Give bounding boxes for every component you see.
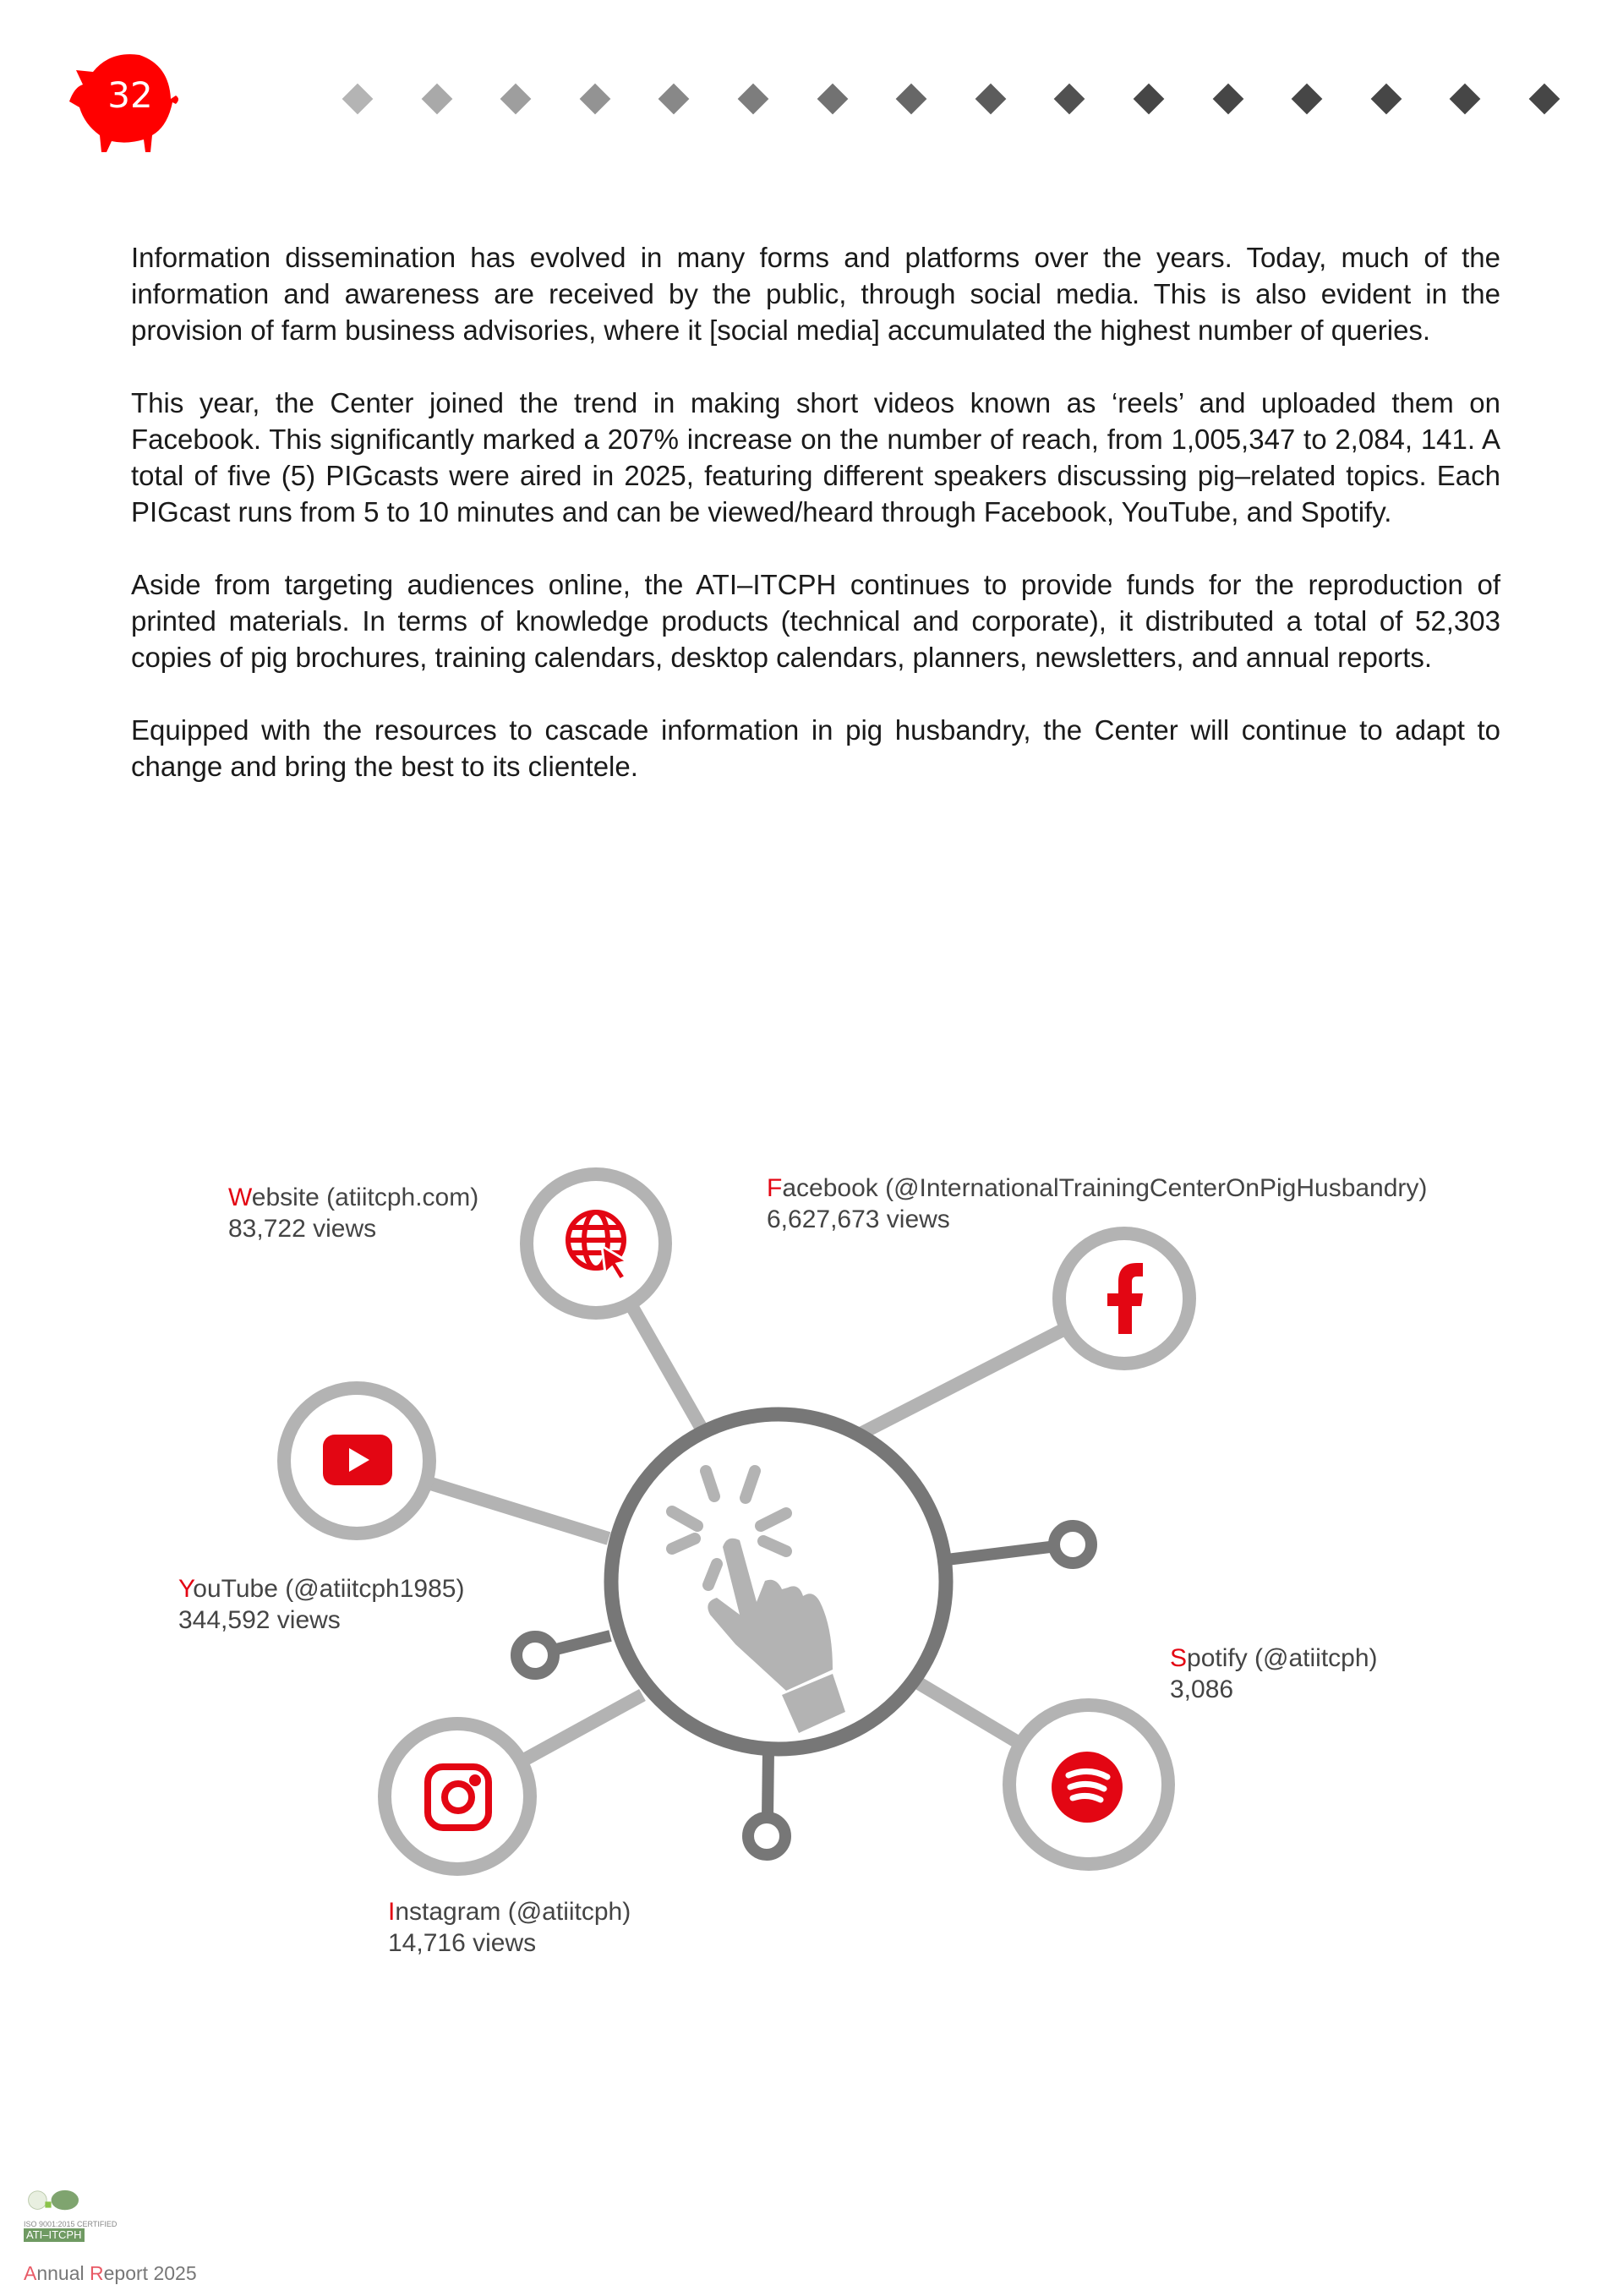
instagram-label <box>388 1896 631 1959</box>
paragraph: Aside from targeting audiences online, the ATI–ITCPH continues to provide funds for the reproduction of printed materials. In terms of knowledge products (technical and corporate), it distributed a total of 52,303 copies of pig brochures, training calendars, desktop calendars, planners, newsletters, and annual reports. <box>131 569 1500 673</box>
paragraph: This year, the Center joined the trend in making short videos known as ‘reels’ and uploaded them on Facebook. This significantly marked a 207% increase on the number of reach, from 1,005,347 to 2,084, 141. A total of five (5) PIGcasts were aired in 2025, featuring different speakers discussing pig–related topics. Each PIGcast runs from 5 to 10 minutes and can be viewed/heard through Facebook, YouTube, and Spotify. <box>131 387 1500 528</box>
label-initial: F <box>767 1174 783 1202</box>
diamond-icon <box>500 84 532 115</box>
diamond-icon <box>1134 84 1165 115</box>
paragraph: Information dissemination has evolved in many forms and platforms over the years. Today, much of the information and awareness are received by the public, through social media. This is also evident in the provision of farm business advisories, where it [social media] accumulated the highest number of queries. <box>131 242 1500 346</box>
spotify-label <box>1170 1643 1378 1705</box>
label-initial: I <box>388 1898 396 1926</box>
diamond-icon <box>1450 84 1481 115</box>
youtube-icon <box>323 1435 392 1485</box>
youtube-label <box>178 1573 464 1636</box>
diamond-icon <box>1054 84 1085 115</box>
channel-name: acebook (@InternationalTrainingCenterOnPigHusbandry) <box>782 1174 1428 1202</box>
view-count: 83,722 views <box>228 1215 377 1243</box>
view-count: 3,086 <box>1170 1676 1234 1703</box>
logo-seals-icon <box>24 2189 88 2220</box>
small-node <box>748 1818 785 1855</box>
diamond-icon <box>817 84 848 115</box>
report-initial: A <box>24 2262 37 2284</box>
report-initial: R <box>90 2262 104 2284</box>
center-hub <box>611 1414 946 1749</box>
decorative-diamond-row <box>347 83 1555 117</box>
channel-name: nstagram (@atiitcph) <box>395 1898 631 1926</box>
view-count: 14,716 views <box>388 1929 537 1957</box>
website-node <box>527 1174 665 1313</box>
facebook-label <box>767 1173 1427 1235</box>
spotify-icon <box>1052 1752 1123 1823</box>
iso-certification: ISO 9001:2015 CERTIFIED <box>24 2220 117 2228</box>
diamond-icon <box>1529 84 1560 115</box>
label-initial: Y <box>178 1575 194 1603</box>
diamond-icon <box>896 84 927 115</box>
diamond-icon <box>975 84 1006 115</box>
label-initial: W <box>228 1184 252 1211</box>
ati-itcph-logo <box>24 2189 117 2244</box>
diamond-icon <box>658 84 690 115</box>
view-count: 344,592 views <box>178 1606 341 1634</box>
small-node <box>1054 1526 1091 1563</box>
report-word: nnual <box>36 2262 90 2284</box>
diamond-icon <box>342 84 374 115</box>
channel-name: potify (@atiitcph) <box>1187 1644 1378 1672</box>
diamond-icon <box>1370 84 1402 115</box>
diamond-icon <box>738 84 769 115</box>
instagram-node <box>385 1724 530 1869</box>
small-node <box>516 1637 554 1674</box>
report-word: eport 2025 <box>103 2262 197 2284</box>
channel-name: ebsite (atiitcph.com) <box>251 1184 479 1211</box>
page-number: 32 <box>107 74 153 116</box>
logo-badge: ATI–ITCPH <box>24 2228 85 2242</box>
view-count: 6,627,673 views <box>767 1205 950 1233</box>
channel-name: ouTube (@atiitcph1985) <box>193 1575 465 1603</box>
label-initial: S <box>1170 1644 1188 1672</box>
diamond-icon <box>1292 84 1323 115</box>
diamond-icon <box>579 84 610 115</box>
paragraph: Equipped with the resources to cascade information in pig husbandry, the Center will continue to adapt to change and bring the best to its clientele. <box>131 714 1500 782</box>
diamond-icon <box>421 84 452 115</box>
website-label <box>228 1182 478 1244</box>
body-text <box>131 239 1500 821</box>
diamond-icon <box>1212 84 1243 115</box>
report-title <box>24 2262 197 2284</box>
